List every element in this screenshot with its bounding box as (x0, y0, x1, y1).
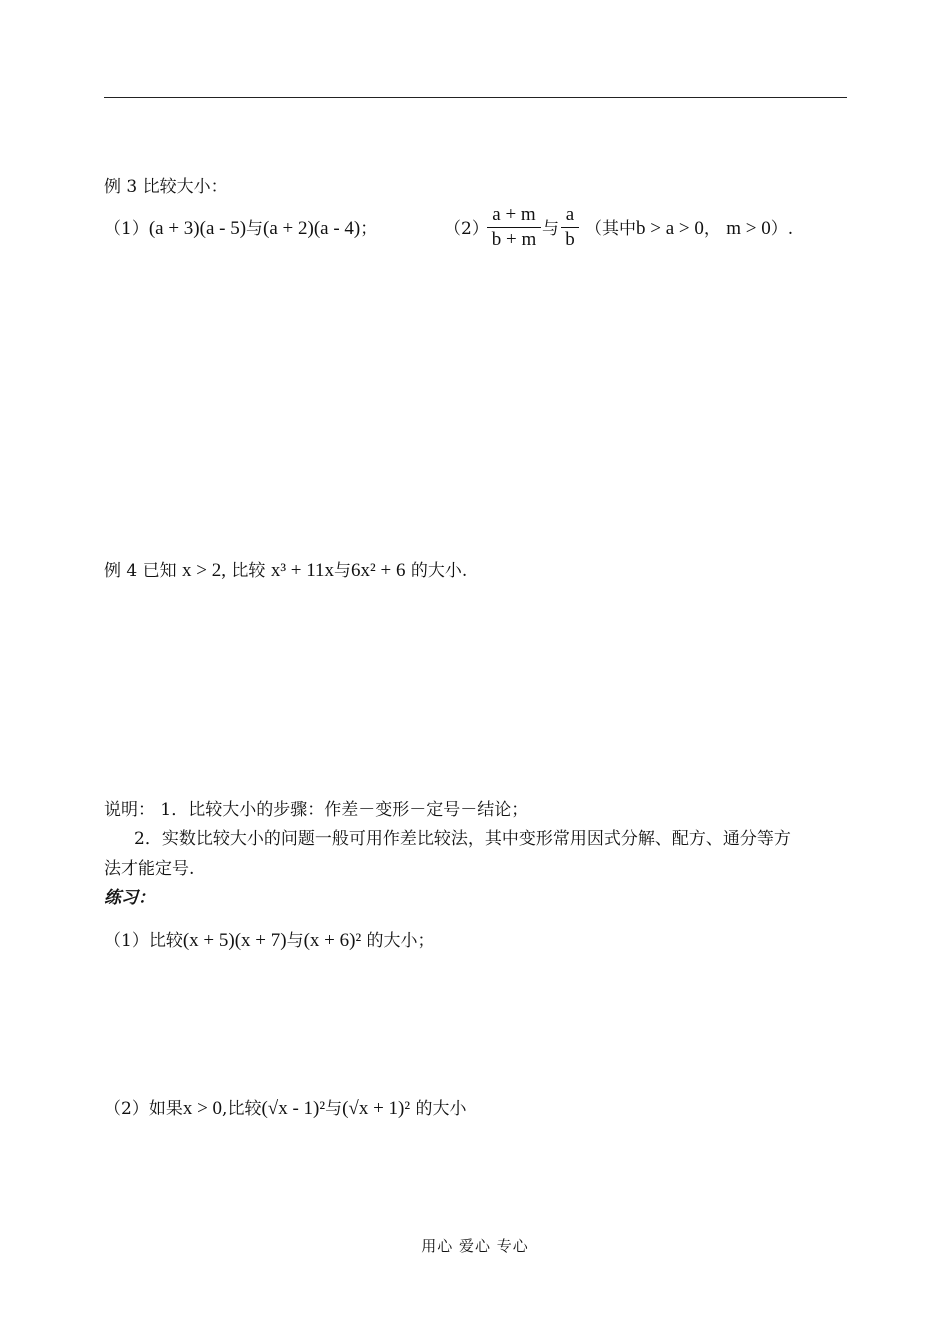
example4-cond: x > 2, (182, 560, 226, 581)
part1-label: （1） (104, 219, 149, 239)
part1-with: 与 (246, 219, 264, 239)
note-line2: 2．实数比较大小的问题一般可用作差比较法，其中变形常用因式分解、配方、通分等方 (134, 829, 791, 849)
part2-condition (585, 218, 793, 240)
part1-end: ； (360, 219, 378, 239)
q1-end: 的大小； (361, 931, 435, 951)
q2-cond: x > 0 (182, 1098, 223, 1119)
condition-1: b > a > 0 (636, 218, 704, 239)
example3-part2-label: （2） (444, 219, 489, 239)
q2-expr-a: (√x - 1)² (261, 1098, 326, 1119)
example4-label: 例 4 已知 (104, 561, 177, 581)
example4-with: 与 (334, 561, 352, 581)
example3-part1 (104, 218, 377, 240)
part1-expr-a: (a + 3)(a - 5) (148, 218, 247, 239)
condition-open: （其中 (585, 219, 636, 239)
q1-label: （1）比较 (104, 931, 183, 951)
page-footer: 用心 爱心 专心 (421, 1237, 529, 1255)
q1-expr-b: (x + 6)² (303, 930, 362, 951)
fraction-a-plus-m (487, 203, 541, 252)
condition-comma: ， (703, 219, 721, 239)
fraction-denominator: b + m (491, 229, 537, 250)
q1-expr-a: (x + 5)(x + 7) (182, 930, 287, 951)
practice-q1 (104, 930, 435, 952)
q2-expr-b: (√x + 1)² (342, 1098, 411, 1119)
note-line3: 法才能定号. (104, 859, 195, 879)
header-rule (104, 97, 847, 98)
condition-close: ）. (770, 219, 794, 239)
example4-expr-a: x³ + 11x (270, 560, 335, 581)
part2-with: 与 (542, 219, 559, 239)
q2-end: 的大小 (410, 1099, 467, 1119)
fraction-denominator: b (565, 229, 575, 250)
q2-compare: ,比较 (222, 1099, 262, 1119)
example4-compare: 比较 (231, 561, 266, 581)
note-line1: 说明： 1．比较大小的步骤：作差－变形－定号－结论； (104, 800, 529, 820)
fraction-numerator: a + m (492, 204, 536, 225)
practice-title: 练习： (104, 888, 155, 908)
condition-2: m > 0 (726, 218, 771, 239)
q2-with: 与 (325, 1099, 343, 1119)
q1-with: 与 (286, 931, 304, 951)
q2-label: （2）如果 (104, 1099, 183, 1119)
fraction-numerator: a (565, 204, 575, 225)
fraction-a-over-b (561, 203, 579, 252)
example4-end: 的大小. (410, 561, 468, 581)
practice-q2 (104, 1098, 466, 1120)
example4-expr-b: 6x² + 6 (351, 560, 406, 581)
part1-expr-b: (a + 2)(a - 4) (263, 218, 361, 239)
example4 (104, 560, 467, 582)
example3-title: 例 3 比较大小： (104, 177, 228, 197)
